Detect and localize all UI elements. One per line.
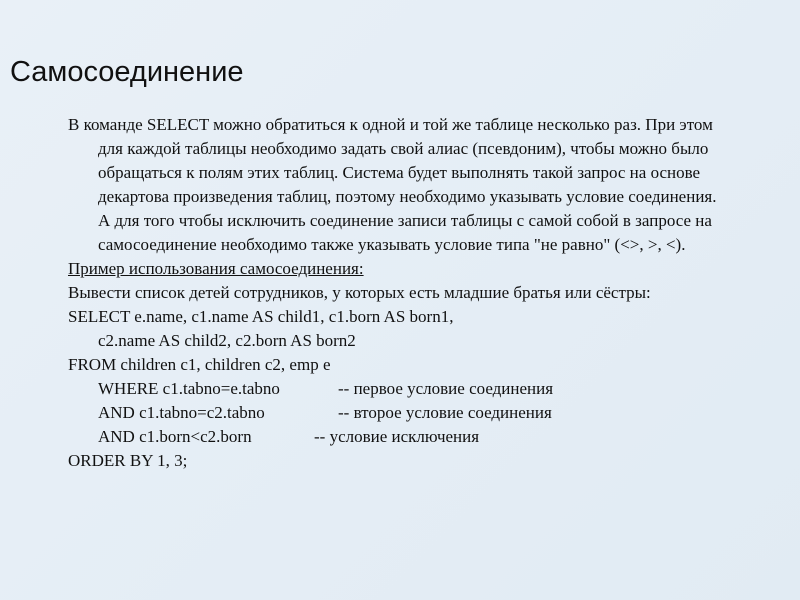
sql-from-line: FROM children c1, children c2, emp e xyxy=(68,355,331,374)
sql-select-line-2: c2.name AS child2, c2.born AS born2 xyxy=(98,331,356,350)
sql-where-code: WHERE c1.tabno=e.tabno xyxy=(98,379,280,398)
example-heading: Пример использования самосоединения: xyxy=(68,259,364,278)
sql-and1-comment: -- второе условие соединения xyxy=(338,403,552,422)
slide-title: Самосоединение xyxy=(10,56,244,88)
sql-and1-code: AND c1.tabno=c2.tabno xyxy=(98,403,265,422)
sql-and2-code: AND c1.born<c2.born xyxy=(98,427,252,446)
intro-paragraph: В команде SELECT можно обратиться к одной и той же таблице несколько раз. При этом для каждой таблицы необходимо задать свой алиас (псевдоним), чтобы можно было обращаться к полям этих таблиц. Система будет выполнять такой запрос на основе декартова произведения таблиц, поэтому необходимо указывать условие соединения. А для того чтобы исключить соединение записи таблицы с самой собой в запросе на самосоединение необходимо также указывать условие типа "не равно" (<>, >, <). xyxy=(68,115,717,254)
sql-and2-comment: -- условие исключения xyxy=(314,427,480,446)
sql-select-line-1: SELECT e.name, c1.name AS child1, c1.born AS born1, xyxy=(68,307,454,326)
slide-body xyxy=(68,113,728,473)
sql-and2-line xyxy=(68,425,728,449)
task-paragraph: Вывести список детей сотрудников, у которых есть младшие братья или сёстры: xyxy=(68,283,651,302)
sql-and1-line xyxy=(68,401,728,425)
sql-where-line xyxy=(68,377,728,401)
sql-where-comment: -- первое условие соединения xyxy=(338,379,554,398)
sql-order-line: ORDER BY 1, 3; xyxy=(68,451,188,470)
